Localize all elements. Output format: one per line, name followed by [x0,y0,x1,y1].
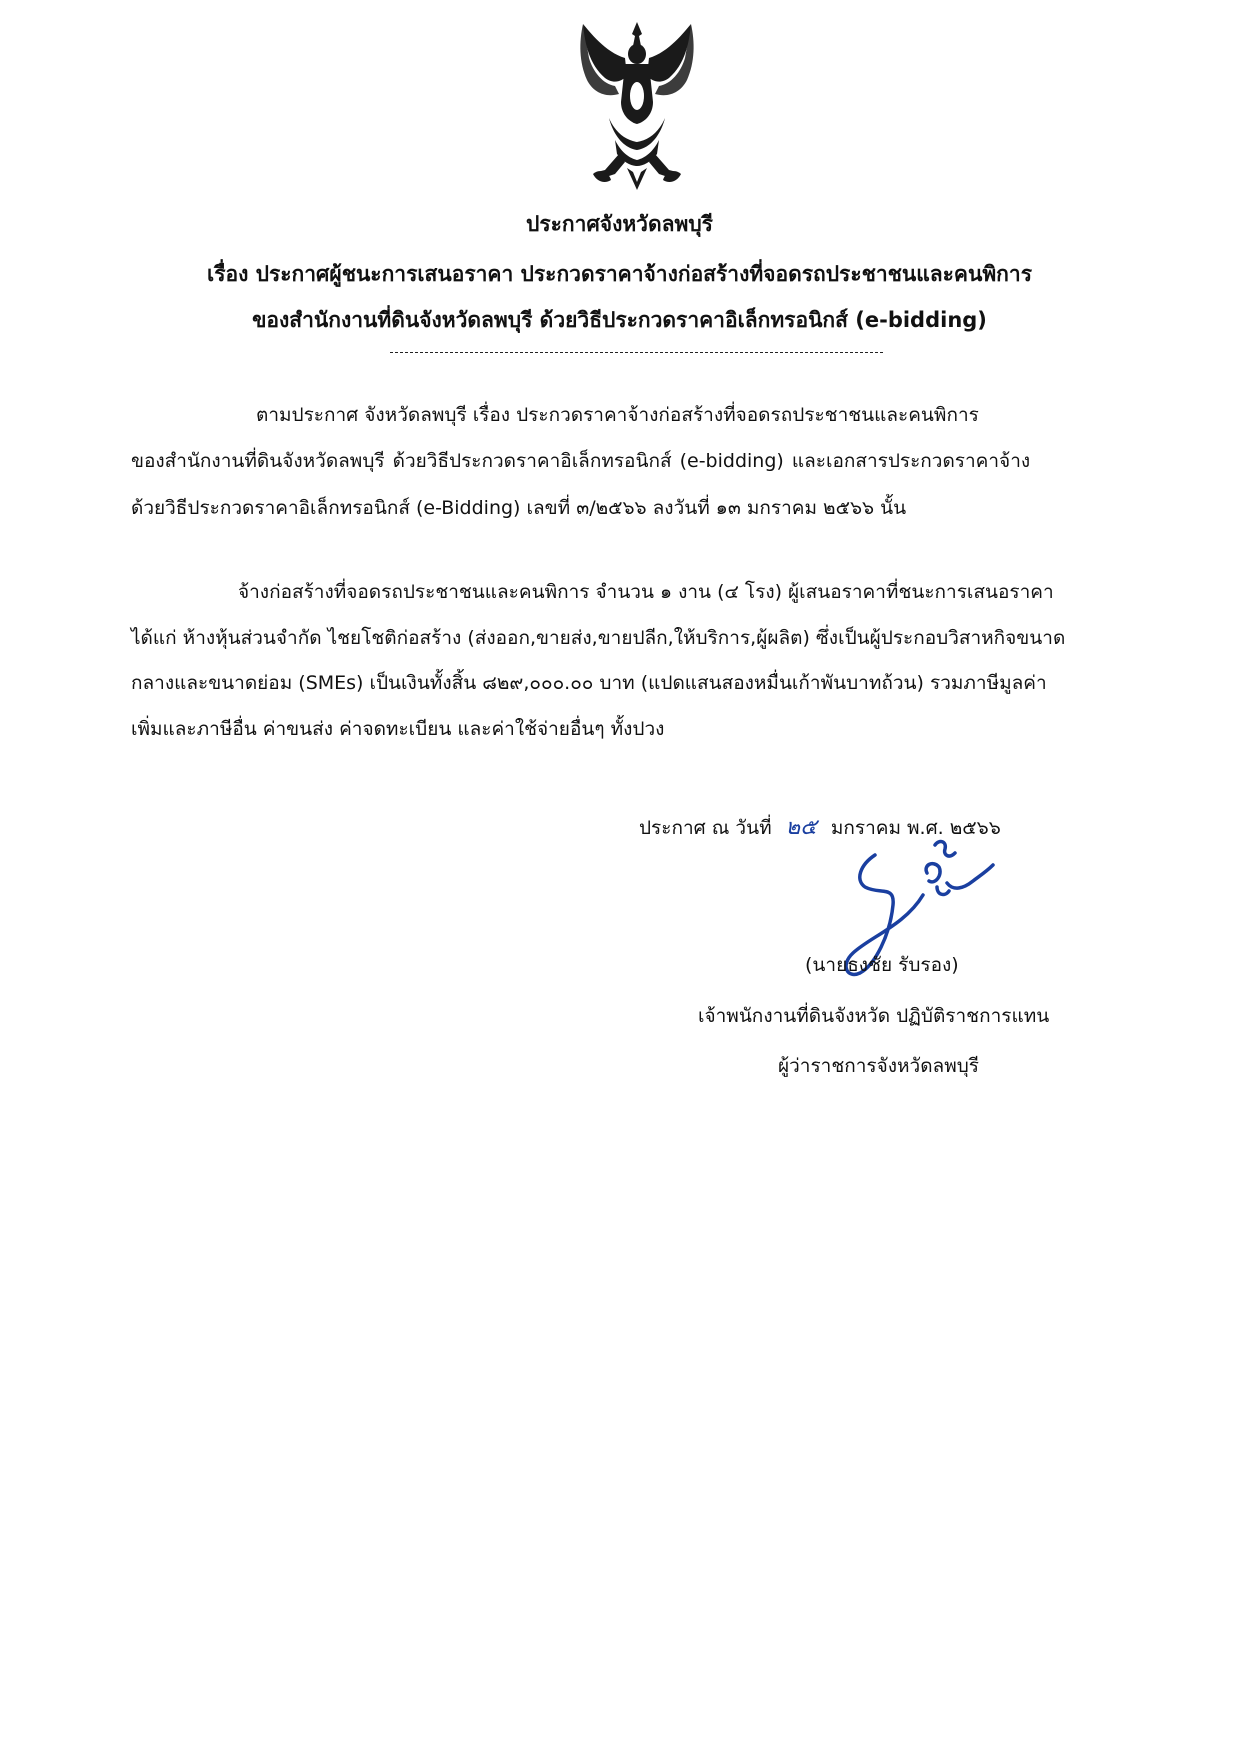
signatory-name: (นายธงชัย รับรอง) [805,954,959,976]
announcement-subject-line1: เรื่อง ประกาศผู้ชนะการเสนอราคา ประกวดราคาจ้างก่อสร้างที่จอดรถประชาชนและคนพิการ [207,262,1032,286]
garuda-emblem-icon [575,22,700,192]
paragraph1-line1: ตามประกาศ จังหวัดลพบุรี เรื่อง ประกวดราคาจ้างก่อสร้างที่จอดรถประชาชนและคนพิการ [256,404,979,426]
paragraph1-line2: ของสำนักงานที่ดินจังหวัดลพบุรี ด้วยวิธีประกวดราคาอิเล็กทรอนิกส์ (e-bidding) และเอกสารประกวดราคาจ้าง [131,450,1031,472]
announcement-title: ประกาศจังหวัดลพบุรี [526,212,713,236]
paragraph1-line3: ด้วยวิธีประกวดราคาอิเล็กทรอนิกส์ (e-Bidding) เลขที่ ๓/๒๕๖๖ ลงวันที่ ๑๓ มกราคม ๒๕๖๖ นั้น [131,497,907,519]
announcement-subject-line2: ของสำนักงานที่ดินจังหวัดลพบุรี ด้วยวิธีประกวดราคาอิเล็กทรอนิกส์ (e-bidding) [252,308,987,332]
date-month-year: มกราคม พ.ศ. ๒๕๖๖ [830,817,1001,839]
handwritten-day: ๒๕ [785,815,817,840]
date-prefix: ประกาศ ณ วันที่ [639,817,772,839]
signatory-position: เจ้าพนักงานที่ดินจังหวัด ปฏิบัติราชการแทน [698,1005,1050,1027]
dashed-divider [390,352,883,353]
paragraph2-line3: กลางและขนาดย่อม (SMEs) เป็นเงินทั้งสิ้น ๘๒๙,๐๐๐.๐๐ บาท (แปดแสนสองหมื่นเก้าพันบาทถ้วน) รวมภาษีมูลค่า [131,672,1047,694]
paragraph2-line1: จ้างก่อสร้างที่จอดรถประชาชนและคนพิการ จำนวน ๑ งาน (๔ โรง) ผู้เสนอราคาที่ชนะการเสนอราคา [238,581,1054,603]
paragraph2-line4: เพิ่มและภาษีอื่น ค่าขนส่ง ค่าจดทะเบียน และค่าใช้จ่ายอื่นๆ ทั้งปวง [131,718,665,740]
signatory-position-behalf: ผู้ว่าราชการจังหวัดลพบุรี [778,1055,979,1077]
paragraph2-line2: ได้แก่ ห้างหุ้นส่วนจำกัด ไชยโชติก่อสร้าง (ส่งออก,ขายส่ง,ขายปลีก,ให้บริการ,ผู้ผลิต) ซึ่งเป็นผู้ประกอบวิสาหกิจขนาด [131,627,1066,649]
